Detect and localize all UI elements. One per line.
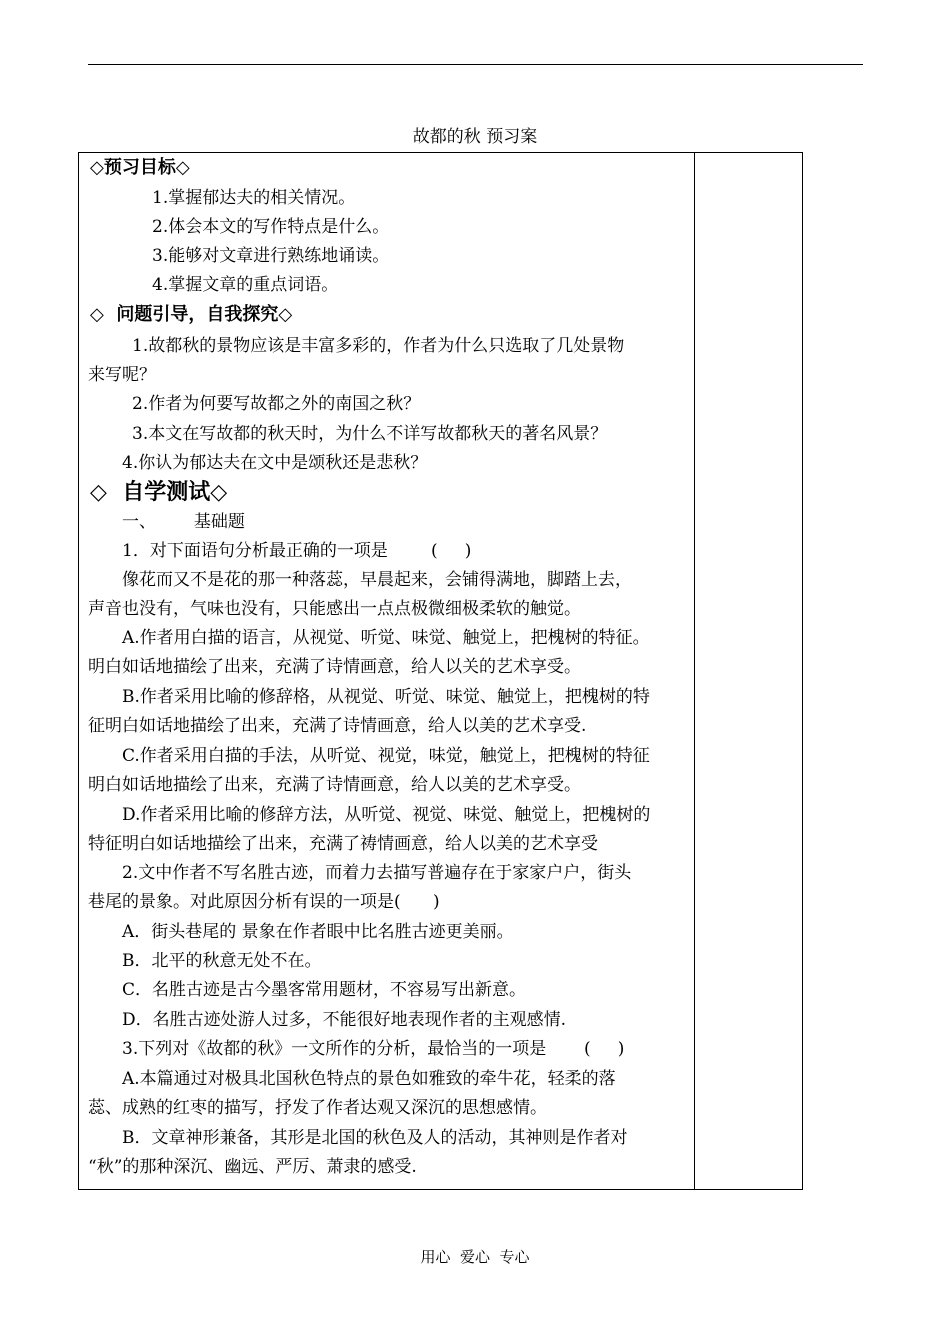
selftest-line: B．北平的秋意无处不在。: [122, 951, 322, 971]
inquiry-line: 1.故都秋的景物应该是丰富多彩的，作者为什么只选取了几处景物: [132, 336, 625, 356]
selftest-line: 3.下列对《故都的秋》一文所作的分析，最恰当的一项是 ( ): [122, 1039, 625, 1059]
selftest-line: C.作者采用白描的手法，从听觉、视觉，味觉，触觉上，把槐树的特征: [122, 746, 650, 766]
page-footer: 用心 爱心 专心: [420, 1248, 530, 1266]
selftest-line: 像花而又不是花的那一种落蕊，早晨起来，会铺得满地，脚踏上去，: [122, 570, 632, 590]
selftest-line: 明白如话地描绘了出来，充满了诗情画意，给人以关的艺术享受。: [88, 657, 581, 677]
selftest-line: 声音也没有，气味也没有，只能感出一点点极微细极柔软的触觉。: [88, 599, 581, 619]
selftest-line: “秋”的那种深沉、幽远、严厉、萧隶的感受.: [88, 1157, 417, 1177]
selftest-line: D．名胜古迹处游人过多，不能很好地表现作者的主观感情.: [122, 1010, 567, 1030]
inquiry-heading: ◇ 问题引导，自我探究◇: [90, 304, 293, 325]
goal-item: 4.掌握文章的重点词语。: [152, 275, 339, 295]
goal-item: 1.掌握郁达夫的相关情况。: [152, 188, 356, 208]
selftest-line: A．街头巷尾的 景象在作者眼中比名胜古迹更美丽。: [122, 922, 514, 942]
selftest-line: 巷尾的景象。对此原因分析有误的一项是( ): [88, 892, 440, 912]
selftest-line: C．名胜古迹是古今墨客常用题材，不容易写出新意。: [122, 980, 527, 1000]
selftest-line: B.作者采用比喻的修辞格，从视觉、听觉、味觉、触觉上，把槐树的特: [122, 687, 650, 707]
selftest-line: 特征明白如话地描绘了出来，充满了祷情画意，给人以美的艺术享受: [88, 834, 598, 854]
selftest-line: 2.文中作者不写名胜古迹，而着力去描写普遍存在于家家户户，街头: [122, 863, 632, 883]
inquiry-line: 来写呢？: [88, 365, 156, 385]
goal-item: 2.体会本文的写作特点是什么。: [152, 217, 390, 237]
selftest-line: 明白如话地描绘了出来，充满了诗情画意，给人以美的艺术享受。: [88, 775, 581, 795]
goal-item: 3.能够对文章进行熟练地诵读。: [152, 246, 390, 266]
goals-heading: ◇预习目标◇: [90, 157, 190, 178]
selftest-line: 蕊、成熟的红枣的描写，抒发了作者达观又深沉的思想感情。: [88, 1098, 547, 1118]
table-column-divider: [694, 152, 695, 1190]
inquiry-line: 4.你认为郁达夫在文中是颂秋还是悲秋？: [122, 453, 428, 473]
selftest-line: A.本篇通过对极具北国秋色特点的景色如雅致的牵牛花，轻柔的落: [122, 1069, 616, 1089]
selftest-line: 一、 基础题: [122, 512, 245, 532]
document-title: 故都的秋 预习案: [412, 127, 538, 147]
selftest-line: D.作者采用比喻的修辞方法，从听觉、视觉、味觉、触觉上，把槐树的: [122, 805, 651, 825]
inquiry-line: 2.作者为何要写故都之外的南国之秋？: [132, 394, 421, 414]
selftest-line: 征明白如话地描绘了出来，充满了诗情画意，给人以美的艺术享受.: [88, 716, 587, 736]
header-rule: [88, 64, 863, 65]
selftest-line: B．文章神形兼备，其形是北国的秋色及人的活动，其神则是作者对: [122, 1128, 628, 1148]
inquiry-line: 3.本文在写故都的秋天时，为什么不详写故都秋天的著名风景？: [132, 424, 608, 444]
selftest-line: A.作者用白描的语言，从视觉、听觉、味觉、触觉上，把槐树的特征。: [122, 628, 650, 648]
selftest-line: 1．对下面语句分析最正确的一项是 ( ): [122, 541, 472, 561]
selftest-heading: ◇ 自学测试◇: [90, 480, 228, 505]
